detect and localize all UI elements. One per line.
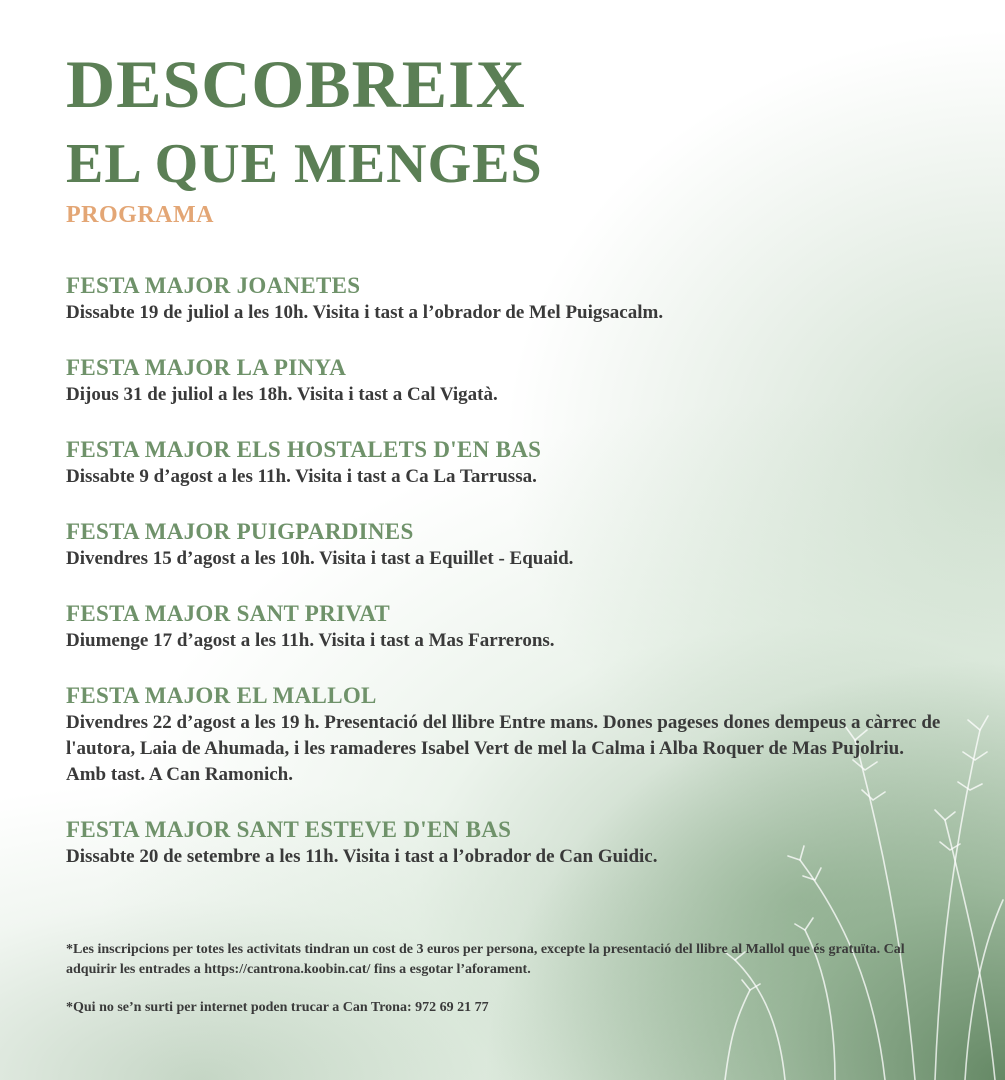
event-description: Dissabte 9 d’agost a les 11h. Visita i tast a Ca La Tarrussa.	[66, 466, 537, 487]
subtitle-programa: PROGRAMA	[66, 202, 214, 228]
event-description: Dijous 31 de juliol a les 18h. Visita i tast a Cal Vigatà.	[66, 384, 498, 405]
event-sant-esteve	[66, 816, 946, 870]
event-title: FESTA MAJOR LA PINYA	[66, 355, 347, 380]
event-la-pinya	[66, 354, 946, 408]
event-joanetes	[66, 272, 946, 326]
event-description: Divendres 15 d’agost a les 10h. Visita i tast a Equillet - Equaid.	[66, 548, 574, 569]
event-description: Divendres 22 d’agost a les 19 h. Presentació del llibre Entre mans. Dones pageses dones dempeus a càrrec de l'autora, Laia de Ahumada, i les ramaderes Isabel Vert de mel la Calma i Alba Roquer de Mas Pujolriu. Amb tast. A Can Ramonich.	[66, 712, 941, 785]
event-title: FESTA MAJOR SANT PRIVAT	[66, 601, 391, 626]
event-description: Dissabte 20 de setembre a les 11h. Visita i tast a l’obrador de Can Guidic.	[66, 846, 658, 867]
event-el-mallol	[66, 682, 946, 788]
event-title: FESTA MAJOR JOANETES	[66, 273, 361, 298]
note-phone: *Qui no se’n surti per internet poden trucar a Can Trona: 972 69 21 77	[66, 1000, 489, 1015]
event-title: FESTA MAJOR EL MALLOL	[66, 683, 377, 708]
title-line-1: DESCOBREIX	[66, 46, 526, 122]
event-hostalets	[66, 436, 946, 490]
event-title: FESTA MAJOR ELS HOSTALETS D'EN BAS	[66, 437, 542, 462]
footnotes	[66, 940, 946, 1036]
title-line-2: EL QUE MENGES	[66, 133, 543, 195]
event-title: FESTA MAJOR PUIGPARDINES	[66, 519, 414, 544]
event-description: Diumenge 17 d’agost a les 11h. Visita i tast a Mas Farrerons.	[66, 630, 555, 651]
note-inscriptions: *Les inscripcions per totes les activitats tindran un cost de 3 euros per persona, excepte la presentació del llibre al Mallol que és gratuïta. Cal adquirir les entrades a https://cantrona.koobin.cat/ fins a esgotar l’aforament.	[66, 942, 905, 977]
event-list	[66, 272, 946, 898]
event-description: Dissabte 19 de juliol a les 10h. Visita i tast a l’obrador de Mel Puigsacalm.	[66, 302, 664, 323]
event-sant-privat	[66, 600, 946, 654]
event-title: FESTA MAJOR SANT ESTEVE D'EN BAS	[66, 817, 512, 842]
event-puigpardines	[66, 518, 946, 572]
